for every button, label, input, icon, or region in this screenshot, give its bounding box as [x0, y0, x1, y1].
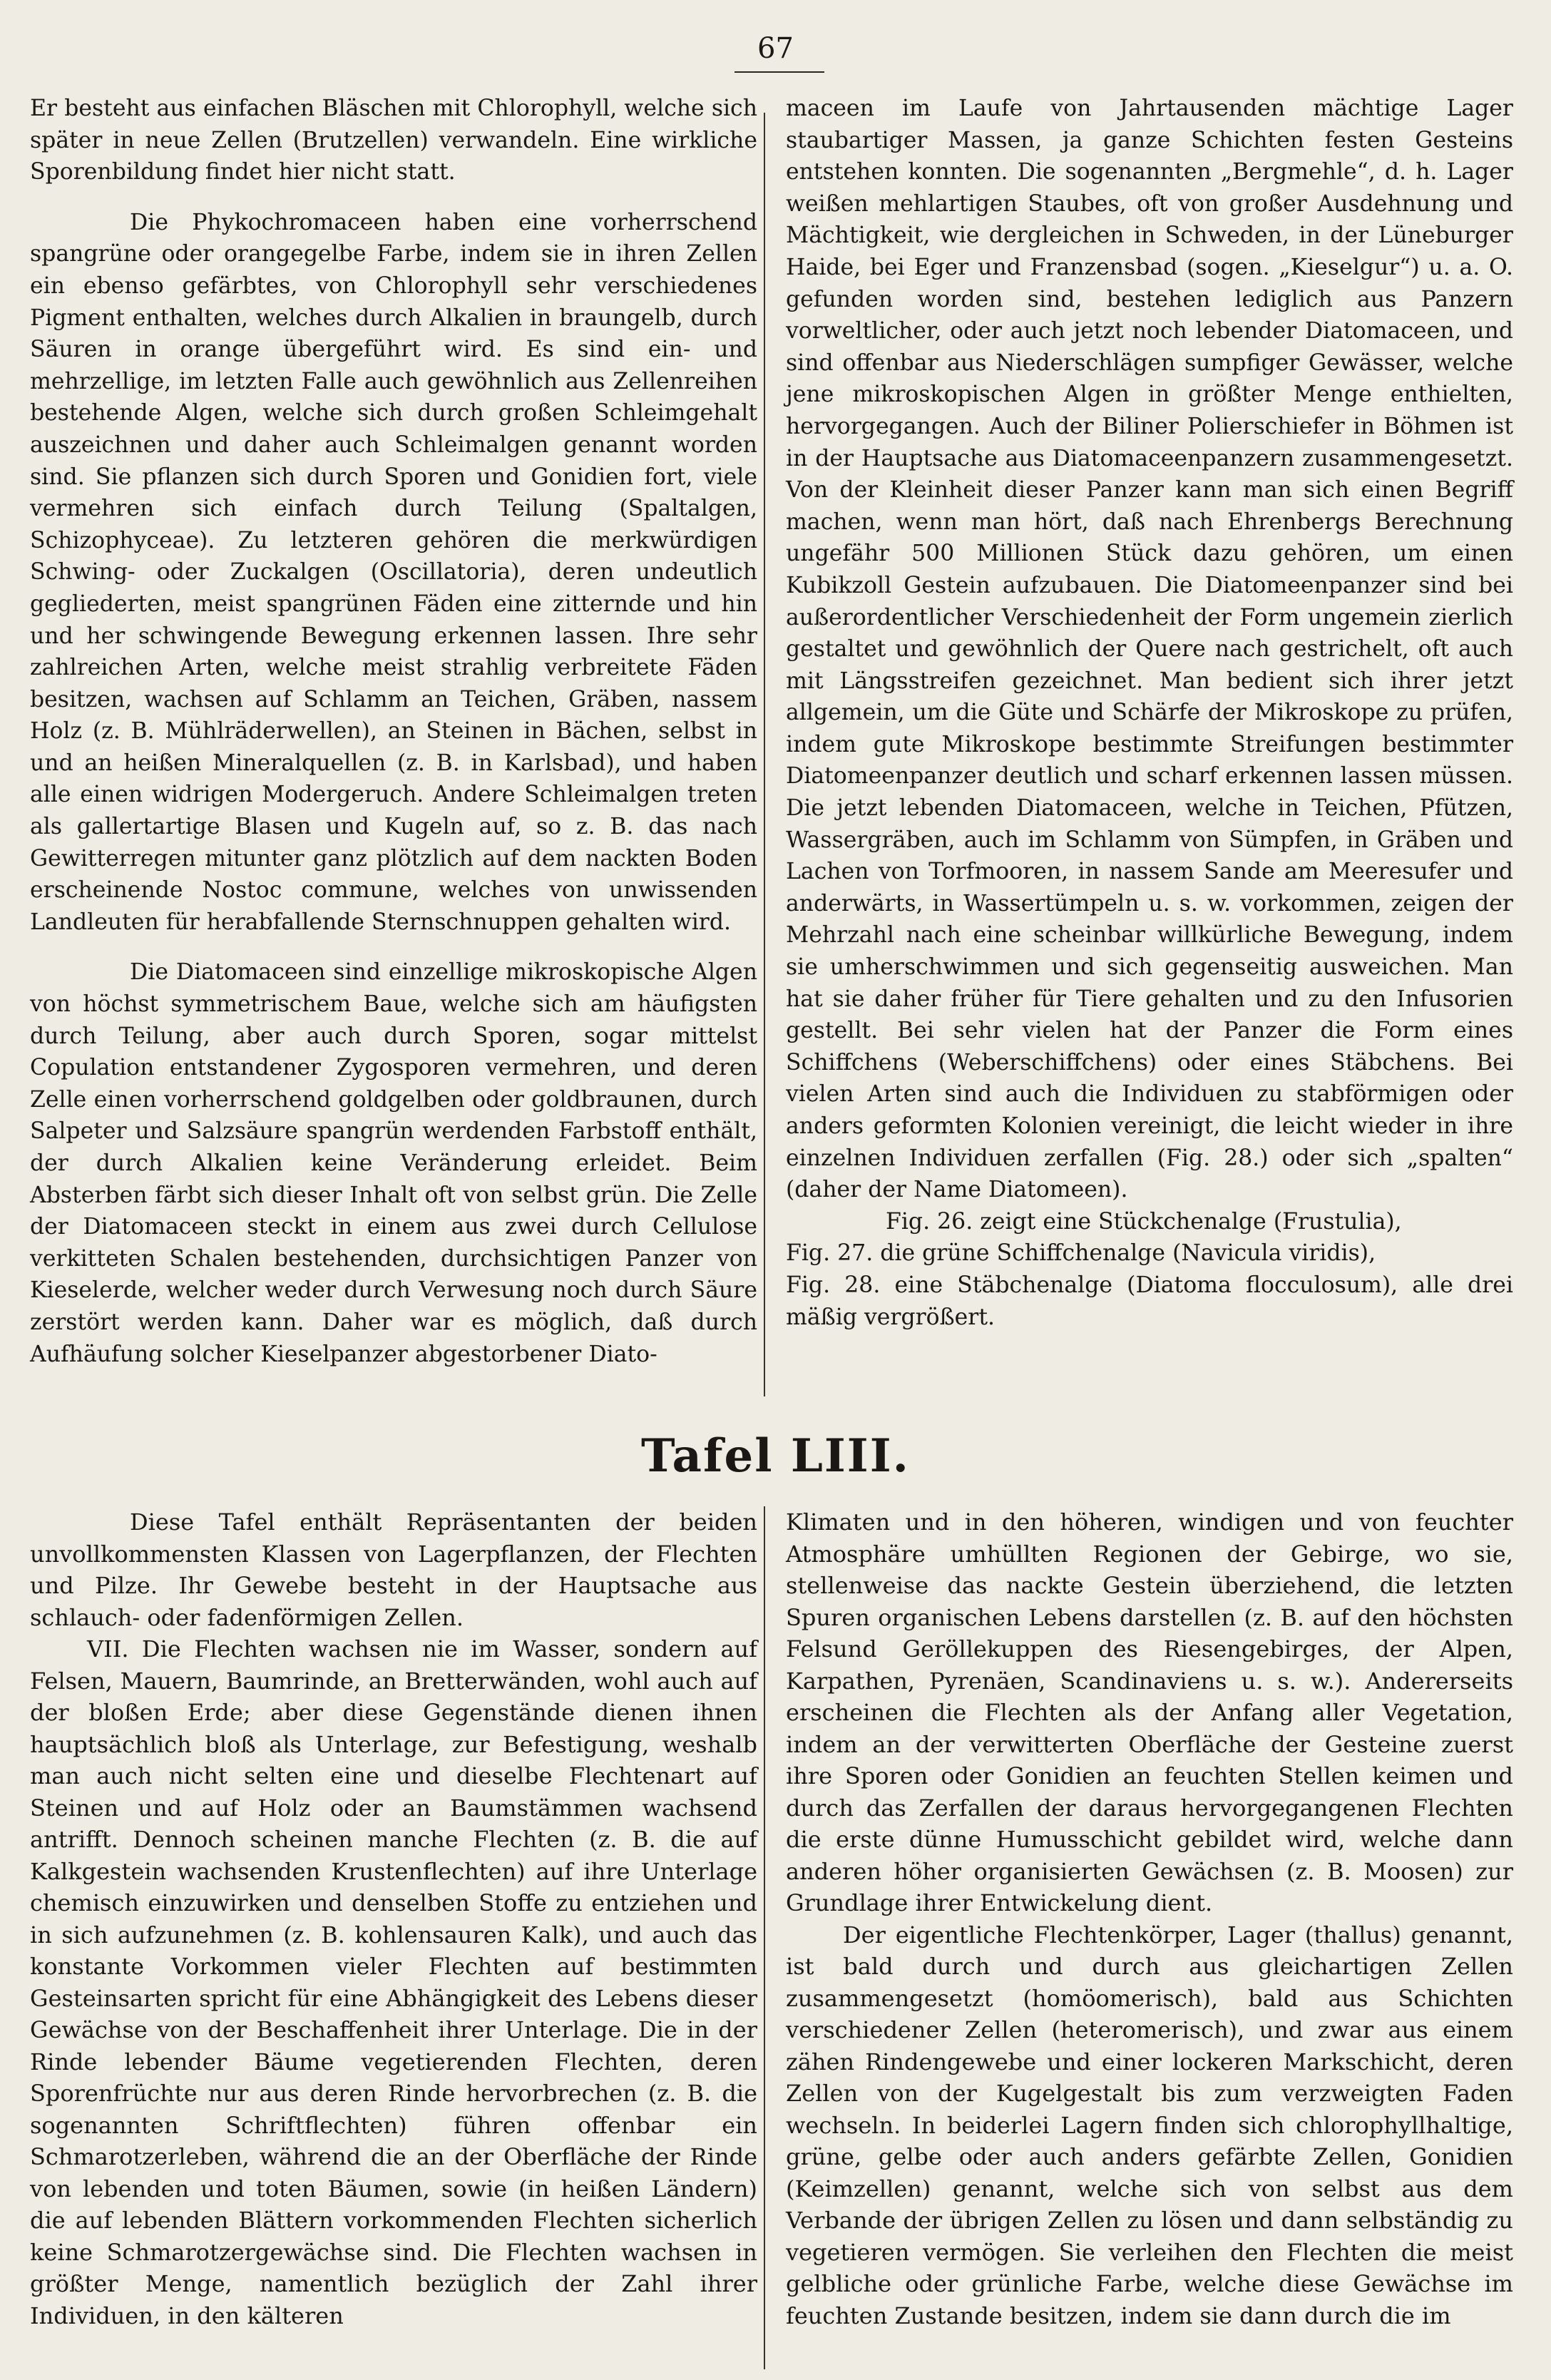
paragraph: Er besteht aus einfachen Bläschen mit Chlorophyll, welche sich später in neue Zellen (Brutzellen) verwandeln. Eine wirkliche Sporenbildung findet hier nicht statt. — [30, 96, 757, 185]
top-section — [30, 93, 1513, 1398]
figure-caption — [786, 1270, 1513, 1333]
page-number: 67 — [757, 32, 794, 65]
paragraph: Die Phykochromaceen haben eine vorherrschend spangrüne oder orangegelbe Farbe, indem sie in ihren Zellen ein ebenso gefärbtes, von Chlorophyll sehr verschiedenes Pigment enthalten, welches durch Alkalien in braungelb, durch Säuren in orange übergeführt wird. Es sind ein- und mehrzellige, im letzten Falle auch gewöhnlich aus Zellenreihen bestehende Algen, welche sich durch großen Schleimgehalt auszeichnen und daher auch Schleimalgen genannt worden sind. Sie pflanzen sich durch Sporen und Gonidien fort, viele vermehren sich einfach durch Teilung (Spaltalgen, Schizophyceae). Zu letzteren gehören die merkwürdigen Schwing- oder Zuckalgen (Oscillatoria), deren undeutlich gegliederten, meist spangrünen Fäden eine zitternde und hin und her schwingende Bewegung erkennen lassen. Ihre sehr zahlreichen Arten, welche meist strahlig verbreitete Fäden besitzen, wachsen auf Schlamm an Teichen, Gräben, nassem Holz (z. B. Mühlräderwellen), an Steinen in Bächen, selbst in und an heißen Mineralquellen (z. B. in Karlsbad), und haben alle einen widrigen Modergeruch. Andere Schleimalgen treten als gallertartige Blasen und Kugeln auf, so z. B. das nach Gewitterregen mitunter ganz plötzlich auf dem nackten Boden erscheinende Nostoc commune, welches von unwissenden Landleuten für herabfallende Sternschnuppen gehalten wird. — [30, 209, 757, 935]
paragraph: Klimaten und in den höheren, windigen und von feuchter Atmosphäre umhüllten Regionen der Gebirge, wo sie, stellenweise das nackte Gestein überziehend, die letzten Spuren organischen Lebens darstellen (z. B. auf den höchsten Felsund Geröllekuppen des Riesengebirges, der Alpen, Karpathen, Pyrenäen, Scandinaviens u. s. w.). Andererseits erscheinen die Flechten als der Anfang aller Vegetation, indem an der verwitterten Oberfläche der Gesteine zuerst ihre Sporen oder Gonidien an feuchten Stellen keimen und durch das Zerfallen der daraus hervorgegangenen Flechten die erste dünne Humusschicht gebildet wird, welche dann anderen höher organisierten Gewächsen (z. B. Moosen) zur Grundlage ihrer Entwickelung dient. — [786, 1508, 1513, 1916]
column-divider — [764, 1506, 765, 2369]
bottom-left-column — [30, 1506, 757, 2362]
paragraph: Diese Tafel enthält Repräsentanten der beiden unvollkommensten Klassen von Lagerpflanzen, der Flechten und Pilze. Ihr Gewebe besteht in der Hauptsache aus schlauch- oder fadenförmigen Zellen. — [30, 1508, 757, 1631]
bottom-right-column — [786, 1506, 1513, 2362]
figure-text: eine Stäbchenalge (Diatoma flocculosum), alle drei mäßig vergrößert. — [786, 1272, 1513, 1330]
top-right-column — [786, 93, 1513, 1398]
figure-number: Fig. 28. — [786, 1272, 881, 1298]
top-left-column — [30, 93, 757, 1398]
figure-text: zeigt eine Stückchenalge (Frustulia), — [980, 1208, 1402, 1235]
header-rule — [734, 71, 824, 73]
paragraph: maceen im Laufe von Jahrtausenden mächtige Lager staubartiger Massen, ja ganze Schichten festen Gesteins entstehen konnten. Die sogenannten „Bergmehle“, d. h. Lager weißen mehlartigen Staubes, oft von großer Ausdehnung und Mächtigkeit, wie dergleichen in Schweden, in der Lüneburger Haide, bei Eger und Franzensbad (sogen. „Kieselgur“) u. a. O. gefunden worden sind, bestehen lediglich aus Panzern vorweltlicher, oder auch jetzt noch lebender Diatomaceen, und sind offenbar aus Niederschlägen sumpfiger Gewässer, welche jene mikroskopischen Algen in größter Menge enthielten, hervorgegangen. Auch der Biliner Polierschiefer in Böhmen ist in der Hauptsache aus Diatomaceenpanzern zusammengesetzt. Von der Kleinheit dieser Panzer kann man sich einen Begriff machen, wenn man hört, daß nach Ehrenbergs Berechnung ungefähr 500 Millionen Stück dazu gehören, um einen Kubikzoll Gestein aufzubauen. Die Diatomeenpanzer sind bei außerordentlicher Verschiedenheit der Form ungemein zierlich gestaltet und gewöhnlich der Quere nach gestrichelt, oft auch mit Längsstreifen gezeichnet. Man bedient sich ihrer jetzt allgemein, um die Güte und Schärfe der Mikroskope zu prüfen, indem gute Mikroskope bestimmte Streifungen bestimmter Diatomeenpanzer deutlich und scharf erkennen lassen müssen. Die jetzt lebenden Diatomaceen, welche in Teichen, Pfützen, Wassergräben, auch im Schlamm von Sümpfen, in Gräben und Lachen von Torfmooren, in nassem Sande am Meeresufer und anderwärts, in Wassertümpeln u. s. w. vorkommen, zeigen der Mehrzahl nach eine scheinbar willkürliche Bewegung, indem sie umherschwimmen und sich gegenseitig ausweichen. Man hat sie daher früher für Tiere gehalten und zu den Infusorien gestellt. Bei sehr vielen hat der Panzer die Form eines Schiffchens (Weberschiffchens) oder eines Stäbchens. Bei vielen Arten sind auch die Individuen zu stabförmigen oder anders geformten Kolonien vereinigt, die leicht wieder in ihre einzelnen Individuen zerfallen (Fig. 28.) oder sich „spalten“ (daher der Name Diatomeen). — [786, 96, 1513, 1203]
figure-caption — [786, 1206, 1513, 1238]
bottom-section — [30, 1506, 1513, 2362]
figure-caption — [786, 1237, 1513, 1270]
column-divider — [764, 113, 765, 1396]
paragraph: Die Diatomaceen sind einzellige mikroskopische Algen von höchst symmetrischem Baue, welche sich am häufigsten durch Teilung, aber auch durch Sporen, sogar mittelst Copulation entstandener Zygosporen vermehren, und deren Zelle einen vorherrschend goldgelben oder goldbraunen, durch Salpeter und Salzsäure spangrün werdenden Farbstoff enthält, der durch Alkalien keine Veränderung erleidet. Beim Absterben färbt sich dieser Inhalt oft von selbst grün. Die Zelle der Diatomaceen steckt in einem aus zwei durch Cellulose verkitteten Schalen bestehenden, durchsichtigen Panzer von Kieselerde, welcher weder durch Verwesung noch durch Säure zerstört werden kann. Daher war es möglich, daß durch Aufhäufung solcher Kieselpanzer abgestorbener Diato- — [30, 959, 757, 1367]
figure-text: die grüne Schiffchenalge (Navicula viridis), — [880, 1240, 1376, 1267]
figure-number: Fig. 26. — [886, 1208, 973, 1235]
paragraph: VII. Die Flechten wachsen nie im Wasser, sondern auf Felsen, Mauern, Baumrinde, an Bretterwänden, wohl auch auf der bloßen Erde; aber diese Gegenstände dienen ihnen hauptsächlich bloß als Unterlage, zur Befestigung, weshalb man auch nicht selten eine und dieselbe Flechtenart auf Steinen und auf Holz oder an Baumstämmen wachsend antrifft. Dennoch scheinen manche Flechten (z. B. die auf Kalkgestein wachsenden Krustenflechten) auf ihre Unterlage chemisch einzuwirken und denselben Stoffe zu entziehen und in sich aufzunehmen (z. B. kohlensauren Kalk), und auch das konstante Vorkommen vieler Flechten auf bestimmten Gesteinsarten spricht für eine Abhängigkeit des Lebens dieser Gewächse von der Beschaffenheit ihrer Unterlage. Die in der Rinde lebender Bäume vegetierenden Flechten, deren Sporenfrüchte nur aus deren Rinde hervorbrechen (z. B. die sogenannten Schriftflechten) führen offenbar ein Schmarotzerleben, während die an der Oberfläche der Rinde von lebenden und toten Bäumen, sowie (in heißen Ländern) die auf lebenden Blättern vorkommenden Flechten sicherlich keine Schmarotzergewächse sind. Die Flechten wachsen in größter Menge, namentlich bezüglich der Zahl ihrer Individuen, in den kälteren — [30, 1635, 757, 2329]
section-heading: Tafel LIII. — [641, 1429, 910, 1483]
paragraph: Der eigentliche Flechtenkörper, Lager (thallus) genannt, ist bald durch und durch aus gleichartigen Zellen zusammengesetzt (homöomerisch), bald aus Schichten verschiedener Zellen (heteromerisch), und zwar aus einem zähen Rindengewebe und einer lockeren Markschicht, deren Zellen von der Kugelgestalt bis zum verzweigten Faden wechseln. In beiderlei Lagern finden sich chlorophyllhaltige, grüne, gelbe oder auch anders gefärbte Zellen, Gonidien (Keimzellen) genannt, welche sich von selbst aus dem Verbande der übrigen Zellen zu lösen und dann selbständig zu vegetieren vermögen. Sie verleihen den Flechten die meist gelbliche oder grünliche Farbe, welche diese Gewächse im feuchten Zustande besitzen, indem sie dann durch die im — [786, 1921, 1513, 2329]
figure-number: Fig. 27. — [786, 1240, 874, 1267]
